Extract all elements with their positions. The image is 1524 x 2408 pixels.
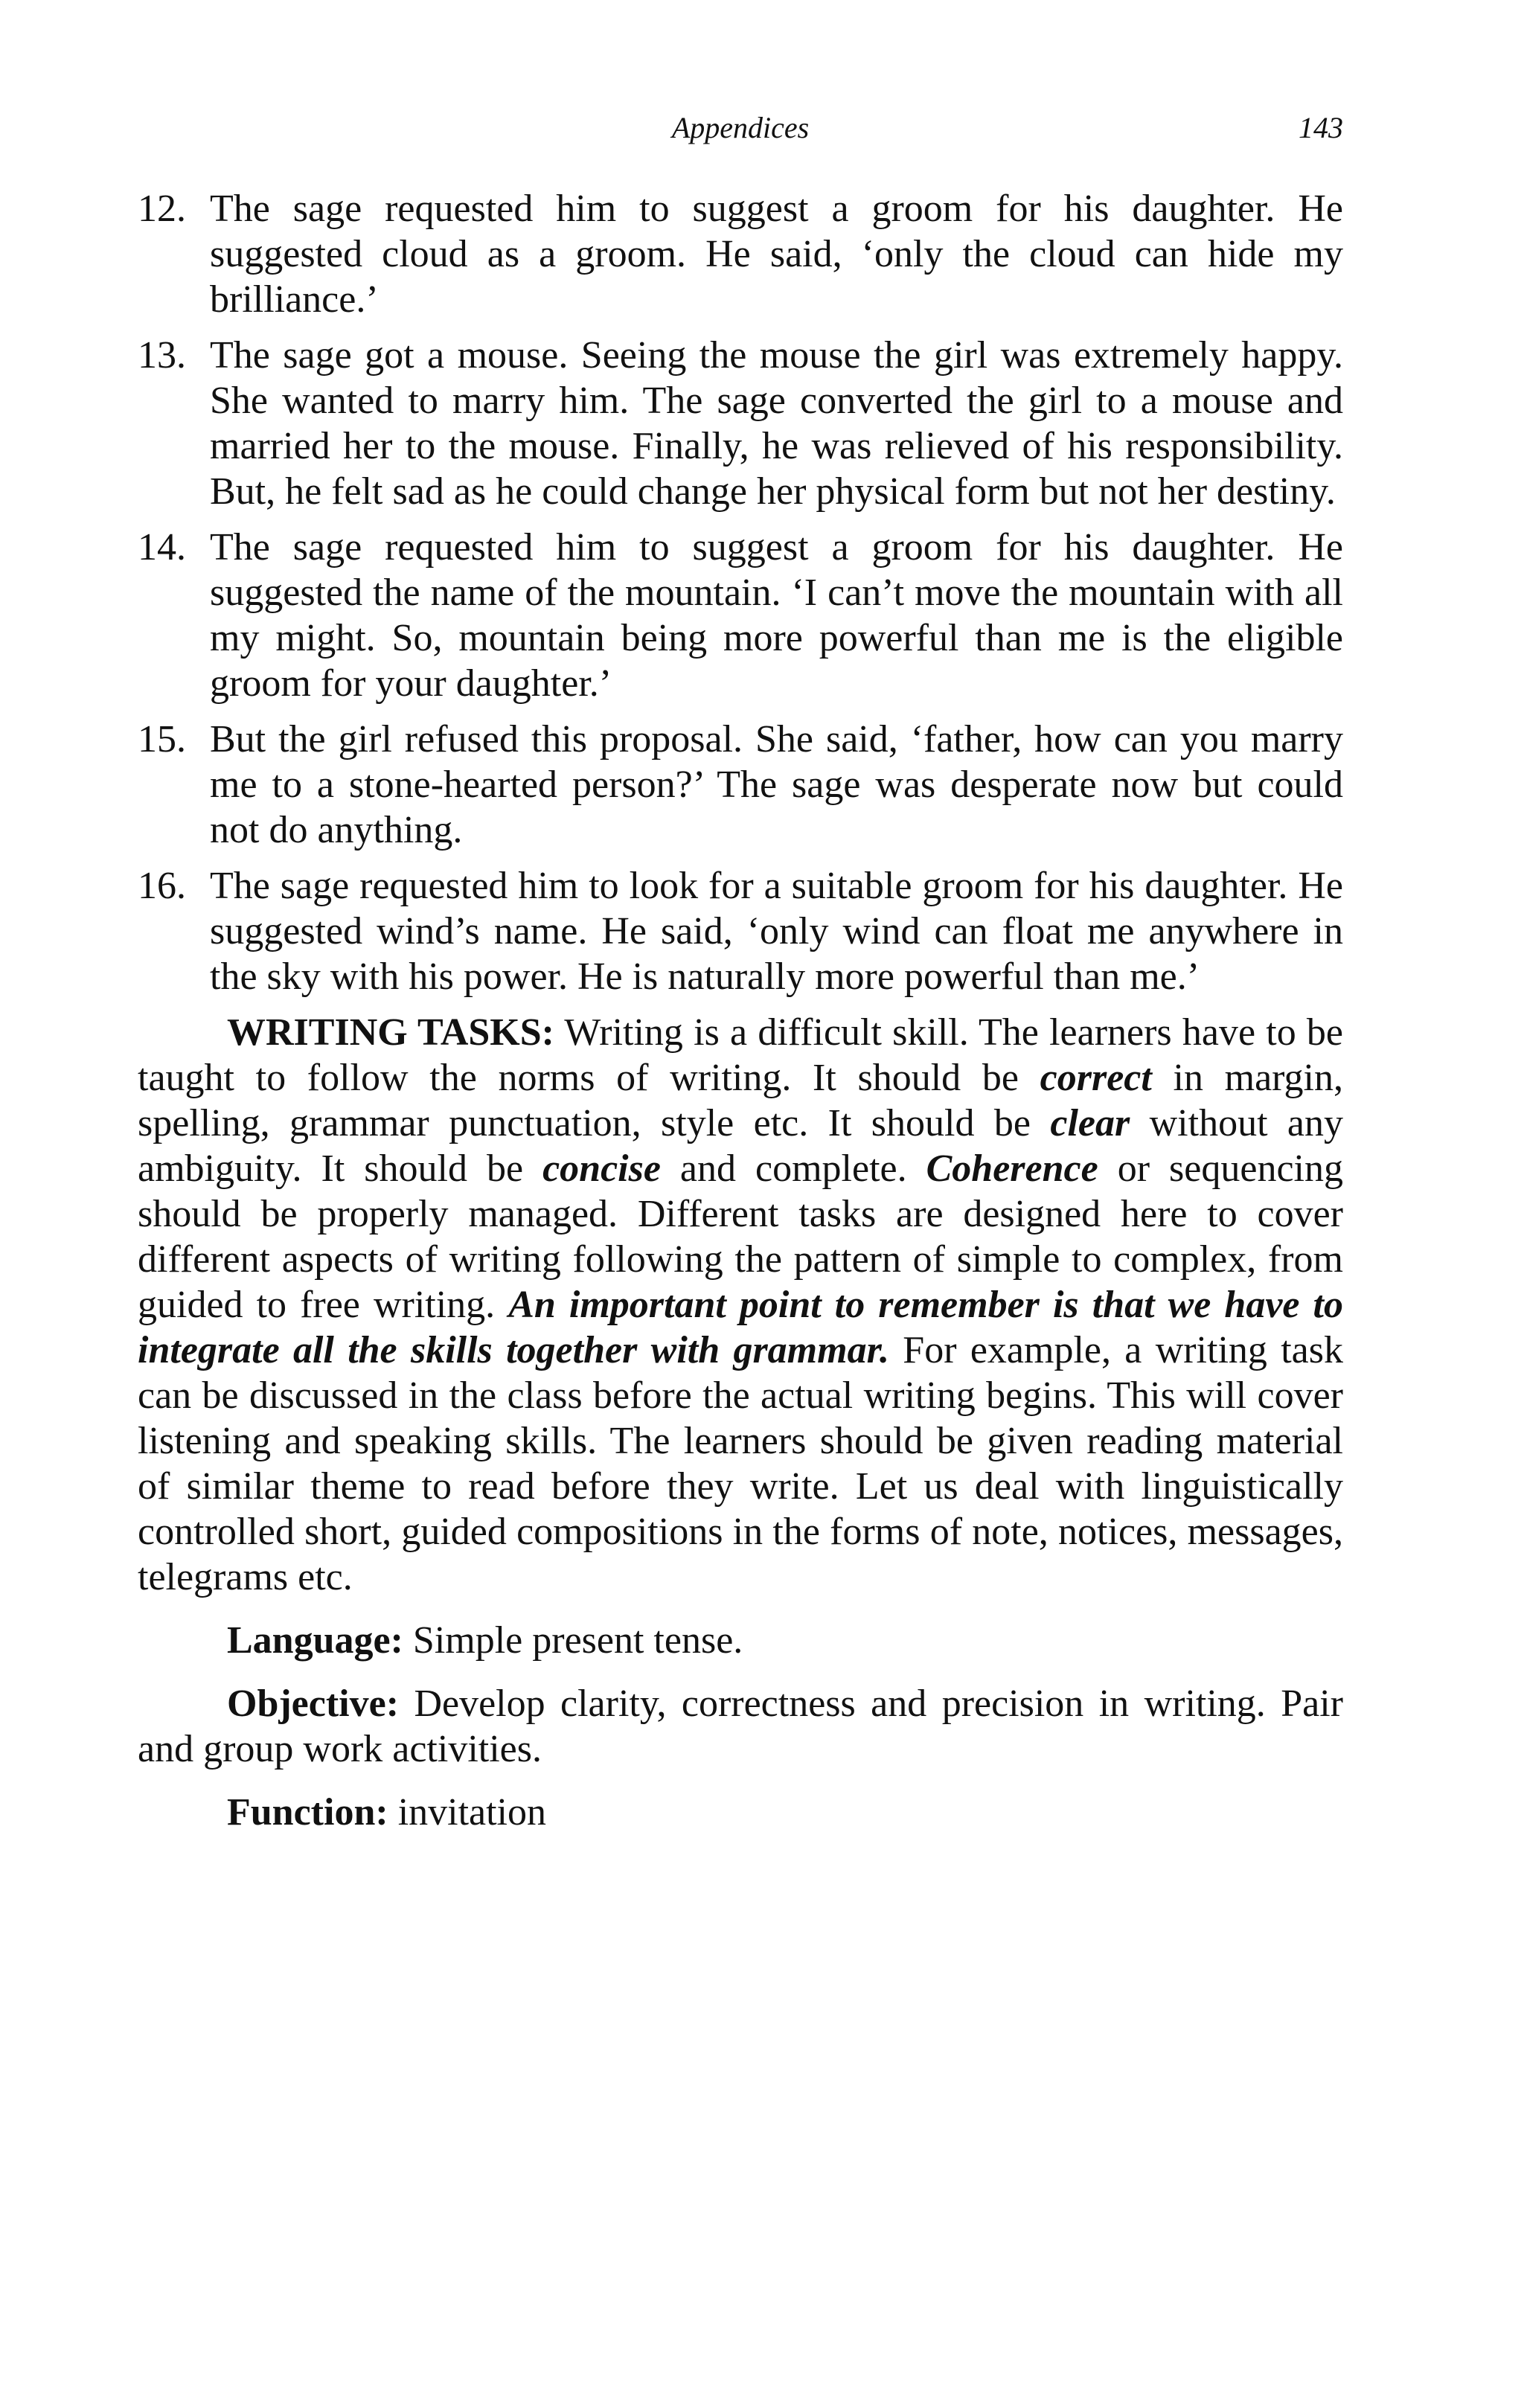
writing-tasks-text: without any ambiguity. It should be (138, 1102, 1343, 1190)
list-item-text: The sage requested him to look for a suitable groom for his daughter. He suggested wind’s name. He said, ‘only wind can float me anywhere in the sky with his power. He is naturally more powerful than me.’ (210, 865, 1343, 998)
writing-tasks-text: and complete. (660, 1147, 926, 1190)
function-value: invitation (388, 1791, 547, 1834)
list-item-text: The sage requested him to suggest a groom for his daughter. He suggested the name of the mountain. ‘I can’t move the mountain with all my might. So, mountain being more powerful than me is the eligible groom for your daughter.’ (210, 526, 1343, 705)
writing-tasks-text: Writing is a difficult skill. The learners have to be taught to follow the norms of writing. It should be (138, 1011, 1343, 1099)
list-item (138, 863, 1343, 999)
objective-label: Objective: (227, 1682, 400, 1725)
list-item-text: The sage requested him to suggest a groom for his daughter. He suggested cloud as a groom. He said, ‘only the cloud can hide my brilliance.’ (210, 188, 1343, 321)
list-item-text: But the girl refused this proposal. She said, ‘father, how can you marry me to a stone-hearted person?’ The sage was desperate now but could not do anything. (210, 718, 1343, 851)
list-item (138, 525, 1343, 706)
numbered-list (138, 186, 1343, 999)
page-header (138, 110, 1343, 162)
writing-tasks-text: or sequencing should be properly managed. Different tasks are designed here to cover different aspects of writing following the pattern of simple to complex, from guided to free writing. (138, 1147, 1343, 1326)
function-label: Function: (227, 1791, 388, 1834)
writing-tasks-label: WRITING TASKS: (227, 1011, 554, 1054)
page-body (138, 186, 1343, 1835)
writing-tasks-paragraph (138, 1010, 1343, 1600)
language-value: Simple present tense. (403, 1619, 743, 1662)
list-item-number: 12. (138, 188, 186, 230)
objective-value: Develop clarity, correctness and precision in writing. Pair and group work activities. (138, 1682, 1343, 1770)
emphasis-important-point: An important point to remember is that we have to integrate all the skills together with grammar. (138, 1284, 1343, 1371)
writing-tasks-text: in margin, spelling, grammar punctuation, style etc. It should be (138, 1057, 1343, 1144)
list-item-number: 13. (138, 334, 186, 377)
list-item-number: 15. (138, 718, 186, 760)
list-item (138, 717, 1343, 853)
function-line (138, 1790, 1343, 1835)
objective-line (138, 1681, 1343, 1772)
emphasis-correct: correct (1040, 1057, 1152, 1099)
running-title: Appendices (671, 111, 810, 144)
list-item (138, 333, 1343, 514)
list-item-text: The sage got a mouse. Seeing the mouse the girl was extremely happy. She wanted to marry him. The sage converted the girl to a mouse and married her to the mouse. Finally, he was relieved of his responsibility. But, he felt sad as he could change her physical form but not her destiny. (210, 334, 1343, 513)
writing-tasks-text: For example, a writing task can be discussed in the class before the actual writing begins. This will cover listening and speaking skills. The learners should be given reading material of similar theme to read before they write. Let us deal with linguistically controlled short, guided compositions in the forms of note, notices, messages, telegrams etc. (138, 1329, 1343, 1598)
list-item (138, 186, 1343, 322)
language-label: Language: (227, 1619, 403, 1662)
emphasis-concise: concise (542, 1147, 661, 1190)
list-item-number: 14. (138, 526, 186, 569)
emphasis-coherence: Coherence (926, 1147, 1098, 1190)
page-number: 143 (1299, 111, 1343, 144)
language-line (138, 1618, 1343, 1663)
list-item-number: 16. (138, 865, 186, 907)
emphasis-clear: clear (1050, 1102, 1130, 1144)
